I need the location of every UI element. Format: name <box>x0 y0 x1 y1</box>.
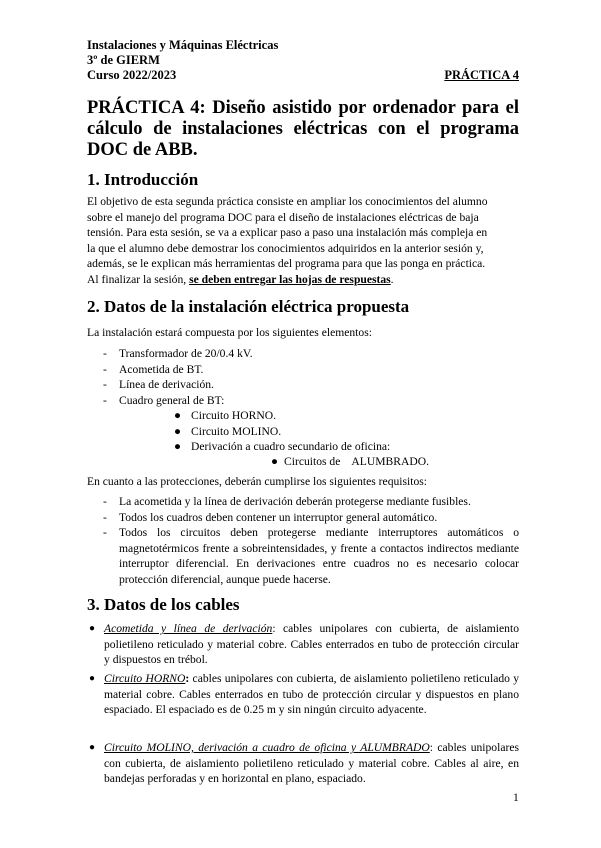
header-year: Curso 2022/2023 <box>87 68 177 82</box>
entrega-emphasis: se deben entregar las hojas de respuestas <box>189 272 391 286</box>
protecciones-intro: En cuanto a las protecciones, deberán cumplirse los siguientes requisitos: <box>87 475 427 488</box>
list-item: - Acometida de BT. <box>103 362 204 376</box>
list-item: - Transformador de 20/0.4 kV. <box>103 347 253 360</box>
document-title: PRÁCTICA 4: Diseño asistido por ordenador para el cálculo de instalaciones eléctricas con el programa DOC de ABB. <box>87 98 519 160</box>
list-item: ● Acometida y línea de derivación: cables unipolares con cubierta, de aislamiento polietileno reticulado y material cobre. Cables enterrados en tubo de protección circular y dispuestos en trébol. <box>89 622 519 667</box>
header-degree: 3º de GIERM <box>87 53 160 67</box>
elementos-list <box>103 346 519 408</box>
section-datos-cables-heading: 3. Datos de los cables <box>87 595 240 614</box>
list-item: - Cuadro general de BT: <box>103 393 225 407</box>
introduccion-last-line: Al finalizar la sesión, se deben entregar las hojas de respuestas. <box>87 272 394 286</box>
list-item: - La acometida y la línea de derivación deberán protegerse mediante fusibles. <box>103 495 471 508</box>
list-item: ● Circuito MOLINO, derivación a cuadro de oficina y ALUMBRADO: cables unipolares con cubierta, de aislamiento polietileno reticulado y material cobre. Cables al aire, en bandejas perforadas y en horizontal en plano, espaciado. <box>89 741 519 786</box>
list-item: ● Circuito HORNO: cables unipolares con cubierta, de aislamiento polietileno reticulado y material cobre. Cables enterrados en tubo de protección circular y dispuestos en plano espaciado. El espaciado es de 0.25 m y sin ningún circuito adyacente. <box>89 672 519 717</box>
list-item: ● Circuito MOLINO. <box>174 424 282 438</box>
list-item: - Todos los cuadros deben contener un interruptor general automático. <box>103 510 438 524</box>
cuadro-general-list <box>174 408 390 455</box>
list-item: - Línea de derivación. <box>103 378 214 391</box>
instalacion-intro: La instalación estará compuesta por los siguientes elementos: <box>87 326 372 339</box>
list-item: - Todos los circuitos deben protegerse mediante interruptores automáticos o magnetotérmicos frente a sobreintensidades, y frente a contactos indirectos mediante interruptor diferencial. En derivaciones entre cuadros no es necesario colocar protección diferencial, aunque puede hacerse. <box>103 526 519 586</box>
requisitos-list <box>103 494 519 587</box>
page-number: 1 <box>513 791 519 804</box>
header-practice-label: PRÁCTICA 4 <box>444 68 519 82</box>
section-introduccion-heading: 1. Introducción <box>87 170 199 189</box>
list-item: ● Derivación a cuadro secundario de oficina: <box>174 440 391 453</box>
header-year-row <box>87 68 519 83</box>
header-course: Instalaciones y Máquinas Eléctricas <box>87 38 279 52</box>
oficina-sublist-item: ● Circuitos de ALUMBRADO. <box>271 455 429 468</box>
section-datos-instalacion-heading: 2. Datos de la instalación eléctrica propuesta <box>87 297 410 316</box>
list-item: ● Circuito HORNO. <box>174 409 277 422</box>
introduccion-paragraph: El objetivo de esta segunda práctica consiste en ampliar los conocimientos del alumno sobre el manejo del programa DOC para el diseño de instalaciones eléctricas de baja tensión. Para esta sesión, se va a explicar paso a paso una instalación más compleja en la que el alumno debe demostrar los conocimientos adquiridos en la anterior sesión y, además, se le explican más herramientas del programa para que las ponga en práctica. Al finalizar la sesión, se deben entregar las hojas de respuestas. <box>87 194 519 287</box>
